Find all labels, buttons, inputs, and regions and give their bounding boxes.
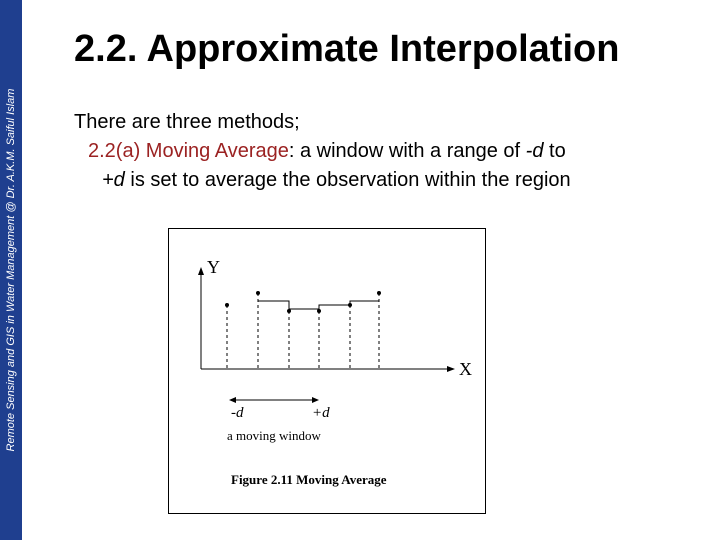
method-desc-part3: is set to average the observation within the region: [124, 169, 571, 191]
method-desc-part2: to: [543, 140, 566, 162]
y-axis-arrow: [198, 267, 204, 275]
sidebar-banner: [0, 0, 22, 540]
window-arrow-left: [229, 397, 236, 403]
slide-title: 2.2. Approximate Interpolation: [74, 28, 620, 70]
observation-points: [225, 291, 381, 313]
obs-point-6: [377, 291, 381, 295]
x-axis-arrow: [447, 366, 455, 372]
obs-point-4: [317, 309, 321, 313]
obs-point-1: [225, 303, 229, 307]
moving-average-figure: [168, 228, 486, 514]
intro-line: There are three methods;: [74, 111, 300, 133]
obs-point-3: [287, 309, 291, 313]
method-name: 2.2(a) Moving Average: [88, 140, 289, 162]
sidebar-credit-text: Remote Sensing and GIS in Water Management @ Dr. A.K.M. Saiful Islam: [5, 88, 17, 452]
minus-d-label: -d: [231, 405, 244, 421]
method-line: [74, 137, 704, 166]
y-axis-label: Y: [207, 257, 220, 277]
method-desc-part1: : a window with a range of: [288, 140, 526, 162]
obs-point-2: [256, 291, 260, 295]
observation-lines: [227, 293, 379, 369]
window-arrow-right: [312, 397, 319, 403]
plus-d-label: +d: [312, 405, 330, 421]
method-line-continued: [74, 166, 704, 195]
slide-body: [74, 108, 704, 195]
figure-caption: Figure 2.11 Moving Average: [231, 472, 387, 487]
plus-d-text: +d: [102, 169, 125, 191]
minus-d-text: -d: [525, 140, 544, 162]
window-label: a moving window: [227, 428, 321, 443]
average-line: [258, 301, 379, 309]
x-axis-label: X: [459, 359, 472, 379]
figure-diagram: [169, 229, 487, 515]
